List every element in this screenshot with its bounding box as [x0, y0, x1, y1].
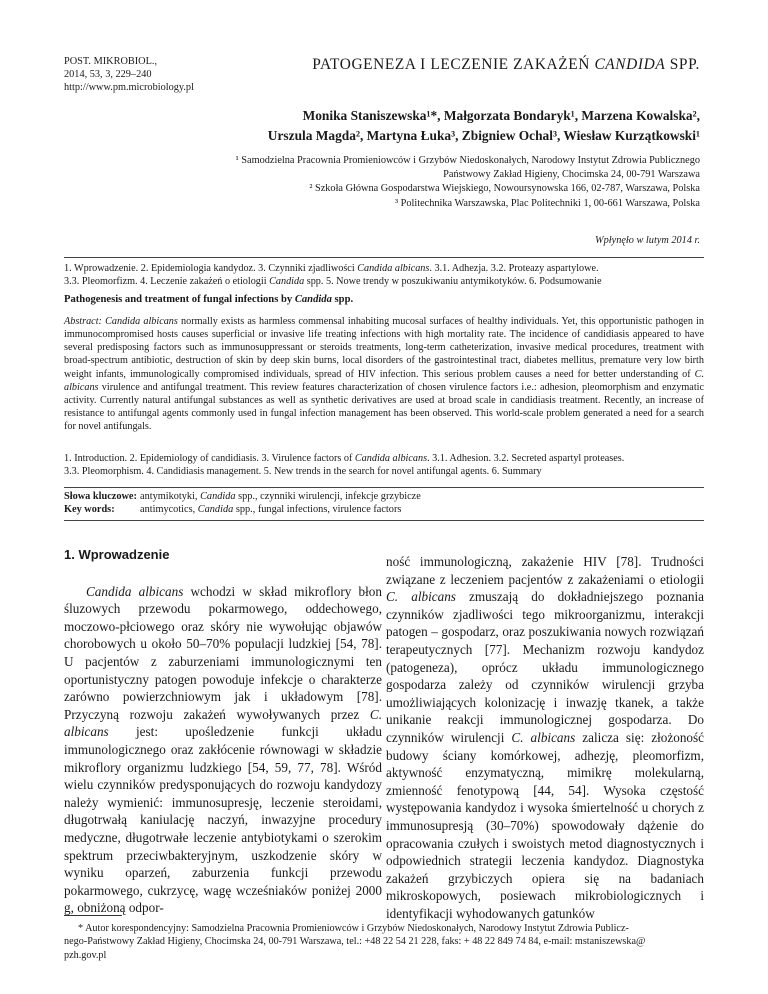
title-italic: CANDIDA — [594, 56, 666, 73]
keywords-english — [64, 503, 421, 516]
paper-title — [300, 56, 700, 74]
contents-pl-italic-2: Candida — [269, 276, 305, 288]
body-right-text-2: zmuszają do dokładniejszego poznania czynników zjadliwości tego mikroorganizmu, interakcji patogen – gospodarz, oraz poszukiwania nowych rozwiązań terapeutycznych [77]. Mechanizm rozwoju kandydoz (patogeneza), oprócz układu immunologicznego gospodarza zależy od czynników wirulencji grzyba umożliwiających kolonizację i inwazję tkanek, a także unikanie reakcji immunologicznej gospodarza. Do czynników wirulencji — [386, 589, 704, 745]
abstract — [64, 315, 704, 433]
received-date: Wpłynęło w lutym 2014 r. — [595, 235, 700, 246]
affiliations — [236, 154, 700, 211]
contents-pl-italic-1: Candida albicans — [357, 263, 430, 274]
authors-line-2: Urszula Magda², Martyna Łuka³, Zbigniew Ochal³, Wiesław Kurzątkowski¹ — [267, 128, 700, 143]
contents-pl-text-2: . 3.1. Adhezja. 3.2. Proteazy aspartylowe. — [429, 263, 599, 274]
body-right-text-3: zalicza się: złożoność budowy ściany komórkowej, adhezję, pleomorfizm, aktywność enzymatyczną, mimikrę molekularną, zmienność fenotypową [44, 54]. Wysoka częstość występowania kandydoz i wysoka śmiertelność u chorych z immunosupresją (30–70%) spowodowały dążenie do opracowania czułych i swoistych metod diagnostycznych i odpowiednich strategii leczenia kandydoz. Diagnostyka zakażeń grzybiczych opiera się na badaniach mikroskopowych, posiewach mikrobiologicznych i identyfikacji wyhodowanych gatunków — [386, 729, 705, 921]
footnote — [64, 922, 704, 962]
keywords-pl-b: spp., czynniki wirulencji, infekcje grzybicze — [235, 491, 421, 502]
abstract-label: Abstract: — [64, 316, 102, 327]
footnote-line-2: nego-Państwowy Zakład Higieny, Chocimska 24, 00-791 Warszawa, tel.: +48 22 54 21 228, faks: + 48 22 849 74 84, e-mail: mstaniszewska@ — [64, 936, 646, 948]
contents-pl-text-3: 3.3. Pleomorfizm. 4. Leczenie zakażeń o etiologii — [64, 276, 270, 288]
journal-url[interactable]: http://www.pm.microbiology.pl — [64, 82, 194, 93]
contents-en-text-1: 1. Introduction. 2. Epidemiology of candidiasis. 3. Virulence factors of — [64, 453, 355, 464]
contents-pl-text-1: 1. Wprowadzenie. 2. Epidemiologia kandydoz. 3. Czynniki zjadliwości — [64, 263, 358, 274]
affiliation-1b: Państwowy Zakład Higieny, Chocimska 24, 00-791 Warszawa — [443, 169, 700, 181]
body-right-text-1: ność immunologiczną, zakażenie HIV [78]. Trudności związane z leczeniem pacjentów z zakażeniami o etiologii — [386, 554, 704, 587]
keywords-pl-italic: Candida — [200, 491, 236, 502]
en-title-italic: Candida — [294, 294, 332, 305]
keywords-pl-label: Słowa kluczowe: — [64, 491, 137, 502]
divider-keywords-top — [64, 487, 704, 488]
journal-volume: 2014, 53, 3, 229–240 — [64, 69, 152, 80]
keywords-en-b: spp., fungal infections, virulence factors — [233, 504, 402, 515]
affiliation-2: ² Szkoła Główna Gospodarstwa Wiejskiego, Nowoursynowska 166, 02-787, Warszawa, Polska — [309, 183, 700, 195]
affiliation-1a: ¹ Samodzielna Pracownia Promieniowców i Grzybów Niedoskonałych, Narodowy Instytut Zdrowia Publicznego — [235, 155, 700, 166]
body-right-italic-2: C. albicans — [511, 729, 576, 745]
affiliation-3: ³ Politechnika Warszawska, Plac Politechniki 1, 00-661 Warszawa, Polska — [394, 197, 700, 209]
body-left-italic-1: Candida albicans — [86, 583, 184, 599]
english-title — [64, 294, 353, 305]
contents-pl-text-4: spp. 5. Nowe trendy w poszukiwaniu antymikotyków. 6. Podsumowanie — [304, 276, 602, 288]
footnote-line-1: * Autor korespondencyjny: Samodzielna Pracownia Promieniowców i Grzybów Niedoskonałych, Narodowy Instytut Zdrowia Publicz- — [78, 923, 629, 934]
title-text: PATOGENEZA I LECZENIE ZAKAŻEŃ — [312, 56, 595, 73]
abstract-italic-2: C. albicans — [64, 368, 704, 393]
body-right-italic-1: C. albicans — [386, 589, 456, 605]
keywords-polish — [64, 490, 421, 503]
divider-top — [64, 257, 704, 258]
keywords — [64, 490, 421, 516]
body-paragraph-left — [64, 583, 382, 917]
body-column-right — [386, 553, 704, 922]
contents-en-text-3: 3.3. Pleomorphism. 4. Candidiasis management. 5. New trends in the search for novel antifungal agents. 6. Summary — [64, 466, 542, 478]
contents-en-italic-1: Candida albicans — [354, 453, 428, 464]
body-left-italic-2: C. albicans — [64, 706, 382, 740]
abstract-text-2: virulence and antifungal treatment. This review features characterization of chosen virulence factors i.e.: adhesion, pleomorphism and enzymatic activity. Currently natural antifungal substances as well as synthetic derivatives are used at broad scale in candidiasis treatment. Recently, an increase of resistance to antifungal agents commonly used in fungal infection management has been observed. This world-scale problem generated a need for a search for novel antifungals. — [64, 381, 704, 433]
title-end: SPP. — [665, 56, 700, 73]
contents-english — [64, 452, 704, 478]
author-list — [268, 106, 700, 146]
footnote-line-3: pzh.gov.pl — [64, 949, 107, 961]
en-title-text: Pathogenesis and treatment of fungal infections by — [64, 294, 295, 305]
keywords-en-italic: Candida — [197, 504, 234, 515]
contents-en-text-2: . 3.1. Adhesion. 3.2. Secreted aspartyl proteases. — [427, 453, 625, 464]
authors-line-1: Monika Staniszewska¹*, Małgorzata Bondaryk¹, Marzena Kowalska², — [302, 108, 700, 123]
body-column-left — [64, 546, 382, 917]
abstract-italic-1: Candida albicans — [105, 316, 178, 327]
keywords-en-label: Key words: — [64, 504, 115, 515]
footnote-divider — [64, 915, 122, 916]
keywords-pl-a: antymikotyki, — [140, 491, 201, 502]
divider-keywords-bottom — [64, 520, 704, 521]
section-heading: 1. Wprowadzenie — [64, 547, 170, 562]
journal-info — [64, 55, 194, 94]
body-left-text-2: jest: upośledzenie funkcji układu immunologicznego oraz zakłócenie równowagi w składzie mikroflory organizmu ludzkiego [54, 59, 77, 78]. Wśród wielu czynników predysponujących do rozwoju kandydozy należy wymienić: immunosupresję, leczenie steroidami, długotrwałą kaniulację naczyń, inwazyjne procedury medyczne, długotrwałe leczenie antybiotykami o szerokim spektrum przeciwbakteryjnym, uszkodzenie skóry w wyniku oparzeń, zaburzenia funkcji przewodu pokarmowego, cukrzycę, wagę wcześniaków poniżej 2000 g, obniżoną odpor- — [64, 724, 382, 916]
contents-polish — [64, 262, 704, 288]
abstract-text-1: normally exists as harmless commensal inhabiting mucosal surfaces of healthy individuals. Yet, this opportunistic pathogen in immunocompromised hosts causes superficial or invasive life treating infections with high mortality rate. The incidence of candidiasis appeared to have several predisposing factors such as immunosuppressant or steroids treatments, long-term catheterization, invasive medical procedures, treatment with broad-spectrum antibiotic, destruction of skin by deep skin burns, local disorders of the gastrointestinal tract, diabetes mellitus, premature very low birth weight infants, immunologically compromised individuals, spread of HIV infection. This serious problem causes a need for better understanding of — [64, 316, 705, 380]
body-left-text-1: wchodzi w skład mikroflory błon śluzowych przewodu pokarmowego, oddechowego, moczowo-płciowego oraz skóry nie wywołując objawów chorobowych u około 50–70% populacji ludzkiej [54, 78]. U pacjentów z zaburzeniami immunologicznymi ten oportunistyczny patogen powoduje infekcje o charakterze zarówno powierzchniowym jak i układowym [78]. Przyczyną rozwoju zakażeń wywoływanych przez — [64, 583, 382, 722]
body-paragraph-right — [386, 553, 704, 922]
keywords-en-a: antimycotics, — [140, 504, 198, 515]
journal-name: POST. MIKROBIOL., — [64, 56, 158, 67]
en-title-end: spp. — [331, 294, 354, 305]
